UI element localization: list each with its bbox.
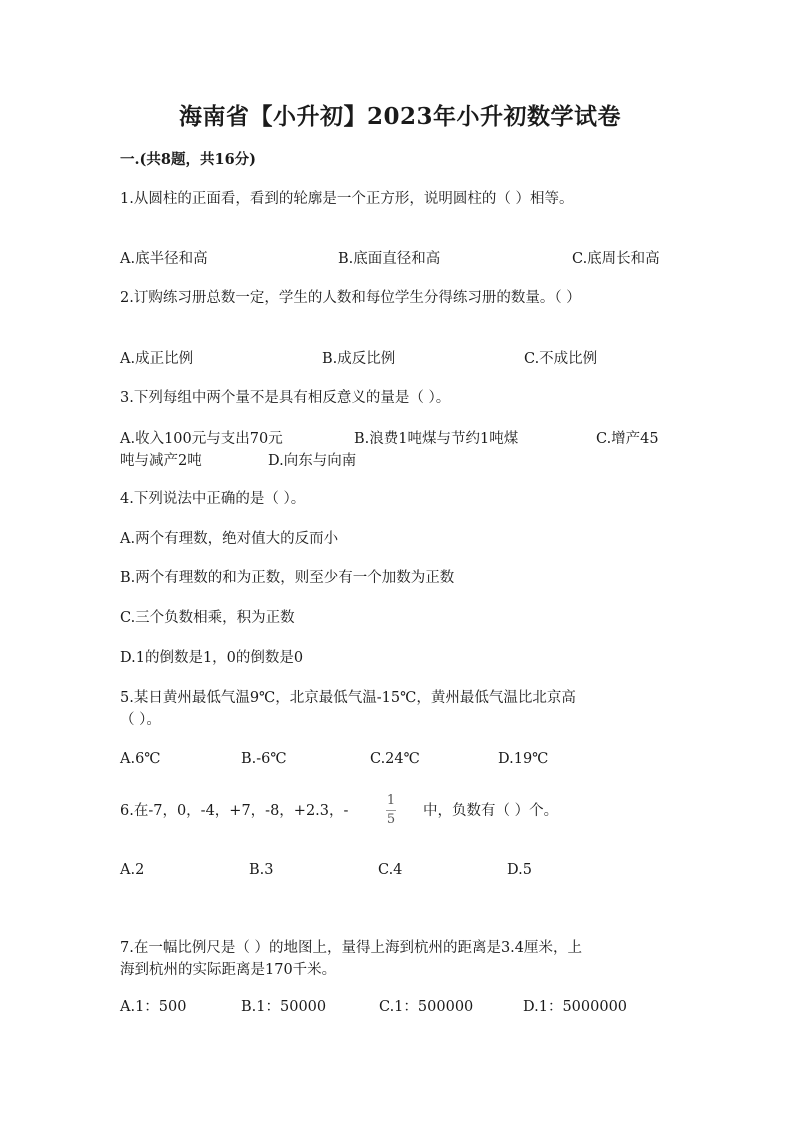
- question-3-option-a: A.收入100元与支出70元: [120, 431, 283, 447]
- question-2-option-a: A.成正比例: [120, 351, 194, 367]
- fraction-denominator: 5: [386, 812, 396, 827]
- question-7-text-cont: 海到杭州的实际距离是170千米。: [120, 962, 337, 978]
- question-5-option-a: A.6℃: [120, 751, 161, 767]
- question-2-option-b: B.成反比例: [322, 351, 396, 367]
- question-4-option-b: B.两个有理数的和为正数，则至少有一个加数为正数: [120, 570, 455, 586]
- question-4-text: 4.下列说法中正确的是（ ）。: [120, 491, 306, 507]
- question-3-option-d: D.向东与向南: [268, 453, 357, 469]
- question-1-text: 1.从圆柱的正面看，看到的轮廓是一个正方形，说明圆柱的（ ）相等。: [120, 191, 574, 207]
- question-5-option-c: C.24℃: [370, 751, 420, 767]
- section-heading: 一.(共8题，共16分): [120, 151, 257, 168]
- question-7-option-b: B.1：50000: [241, 999, 327, 1015]
- fraction-one-fifth: [386, 794, 396, 827]
- question-1-option-a: A.底半径和高: [120, 251, 208, 267]
- question-5-text: 5.某日黄州最低气温9℃，北京最低气温-15℃，黄州最低气温比北京高: [120, 690, 576, 706]
- question-3-option-c-cont: 吨与减产2吨: [120, 453, 202, 469]
- question-3-option-c: C.增产45: [596, 431, 659, 447]
- question-5-text-cont: （ ）。: [120, 712, 161, 728]
- question-5-option-b: B.-6℃: [241, 751, 287, 767]
- question-3-option-b: B.浪费1吨煤与节约1吨煤: [354, 431, 519, 447]
- question-5-option-d: D.19℃: [498, 751, 549, 767]
- question-2-option-c: C.不成比例: [524, 351, 598, 367]
- question-3-text: 3.下列每组中两个量不是具有相反意义的量是（ ）。: [120, 390, 451, 406]
- question-4-option-c: C.三个负数相乘，积为正数: [120, 610, 295, 626]
- question-4-option-d: D.1的倒数是1，0的倒数是0: [120, 650, 304, 666]
- question-1-option-c: C.底周长和高: [572, 251, 660, 267]
- question-7-text: 7.在一幅比例尺是（ ）的地图上，量得上海到杭州的距离是3.4厘米，上: [120, 940, 583, 956]
- question-1-option-b: B.底面直径和高: [338, 251, 441, 267]
- fraction-bar: [386, 810, 396, 811]
- fraction-numerator: 1: [386, 793, 396, 808]
- question-6-text-cont: 中，负数有（ ）个。: [423, 803, 559, 819]
- question-6-option-a: A.2: [120, 862, 145, 878]
- question-7-option-c: C.1：500000: [379, 999, 474, 1015]
- question-6-option-b: B.3: [249, 862, 274, 878]
- question-6-option-d: D.5: [507, 862, 532, 878]
- question-7-option-a: A.1：500: [120, 999, 187, 1015]
- question-4-option-a: A.两个有理数，绝对值大的反而小: [120, 531, 339, 547]
- question-7-option-d: D.1：5000000: [523, 999, 628, 1015]
- question-2-text: 2.订购练习册总数一定，学生的人数和每位学生分得练习册的数量。（ ）: [120, 290, 581, 306]
- question-6-option-c: C.4: [378, 862, 403, 878]
- question-6-text: 6.在-7，0，-4，+7，-8，+2.3，-: [120, 803, 349, 819]
- exam-title: 海南省【小升初】2023年小升初数学试卷: [178, 103, 621, 130]
